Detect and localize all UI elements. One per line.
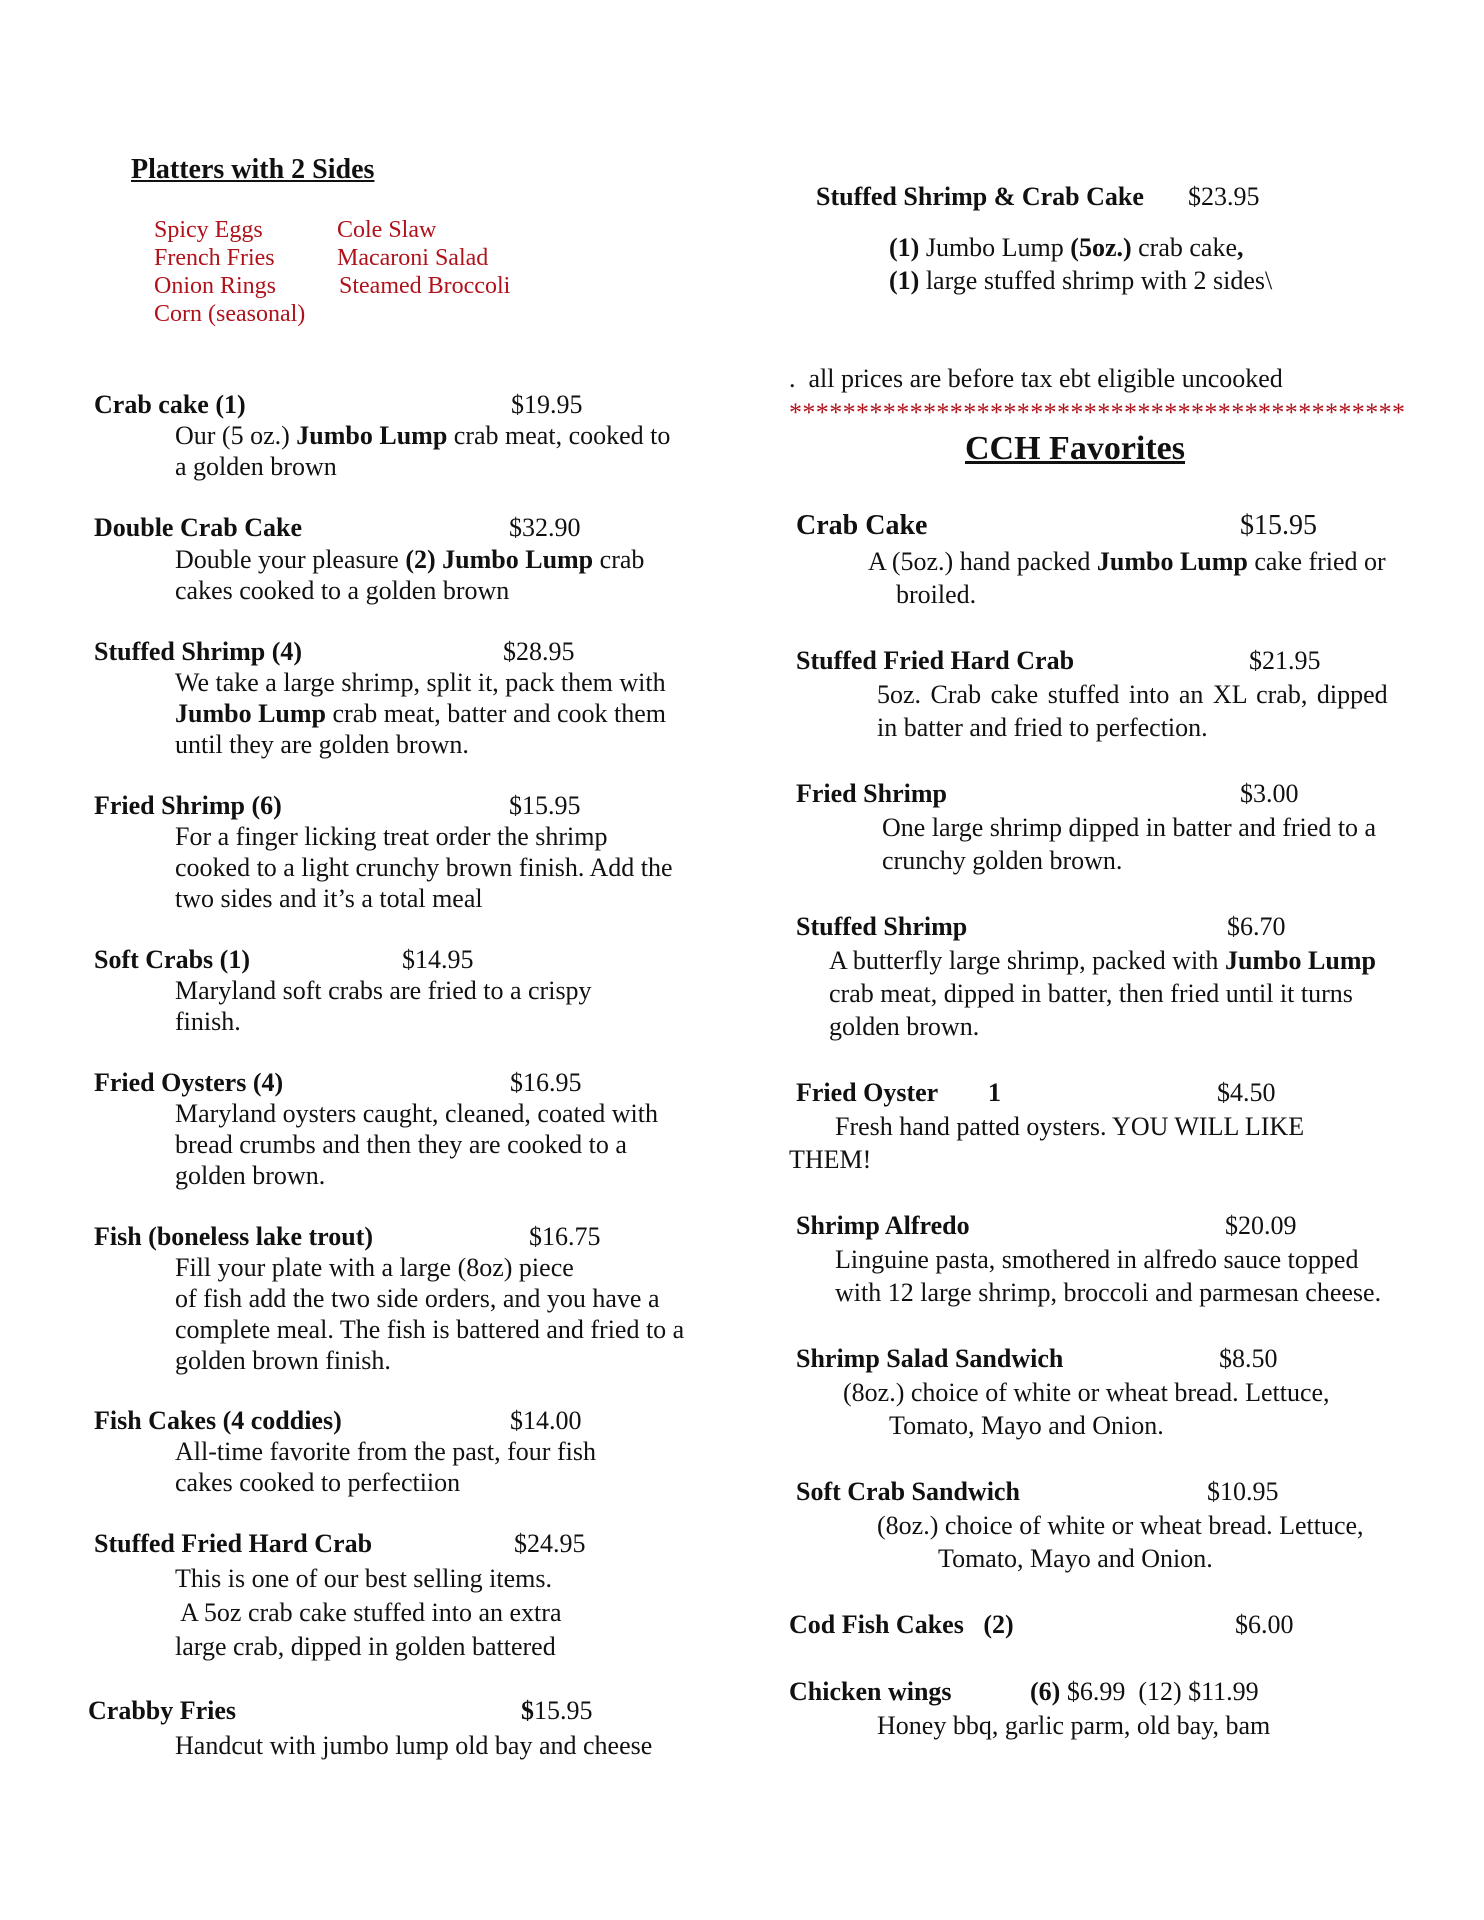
fav-name-crab-cake: Crab Cake	[796, 510, 928, 541]
item-desc-crab-cake: Our (5 oz.) Jumbo Lump crab meat, cooked to	[175, 421, 671, 450]
fav-name-stuffed-fried-hard-crab: Stuffed Fried Hard Crab	[796, 646, 1075, 675]
fav-desc-shrimp-salad-sandwich-2: Tomato, Mayo and Onion.	[889, 1411, 1164, 1440]
fav-desc-soft-crab-sandwich: (8oz.) choice of white or wheat bread. Lettuce,	[877, 1511, 1364, 1540]
star-divider: **********************************************	[789, 398, 1406, 427]
fav-name-cod-fish-cakes: Cod Fish Cakes (2)	[789, 1610, 1014, 1639]
item-price-fried-oysters: $16.95	[510, 1068, 582, 1097]
fav-desc-shrimp-alfredo: Linguine pasta, smothered in alfredo sauce topped	[835, 1245, 1359, 1274]
item-desc-crab-cake-2: a golden brown	[175, 452, 337, 481]
fav-price-fried-oyster: $4.50	[1217, 1078, 1276, 1107]
item-desc-stuffed-fried-hard-crab-2: A 5oz crab cake stuffed into an extra	[175, 1598, 562, 1627]
item-price-fried-shrimp-6: $15.95	[509, 791, 581, 820]
fav-desc-stuffed-shrimp: A butterfly large shrimp, packed with Jumbo Lump	[829, 946, 1376, 975]
item-desc-stuffed-fried-hard-crab: This is one of our best selling items.	[175, 1564, 552, 1593]
fav-name-shrimp-salad-sandwich: Shrimp Salad Sandwich	[796, 1344, 1064, 1373]
fav-price-stuffed-fried-hard-crab: $21.95	[1249, 646, 1321, 675]
item-price-fish-cakes: $14.00	[510, 1406, 582, 1435]
side-macaroni-salad: Macaroni Salad	[337, 245, 489, 271]
item-desc-fish-cakes-2: cakes cooked to perfectiion	[175, 1468, 461, 1497]
item-desc-fried-shrimp-6: For a finger licking treat order the shrimp	[175, 822, 608, 851]
item-name-fried-shrimp-6: Fried Shrimp (6)	[94, 791, 282, 820]
fav-desc-crab-cake-2: broiled.	[896, 580, 977, 609]
fav-price-chicken-wings: (6) $6.99 (12) $11.99	[1030, 1677, 1259, 1706]
side-steamed-broccoli: Steamed Broccoli	[339, 273, 511, 299]
item-desc-fish-lake-trout: Fill your plate with a large (8oz) piece	[175, 1253, 574, 1282]
fav-desc-chicken-wings: Honey bbq, garlic parm, old bay, bam	[877, 1711, 1271, 1740]
fav-price-stuffed-shrimp: $6.70	[1227, 912, 1286, 941]
fav-price-fried-shrimp: $3.00	[1240, 779, 1299, 808]
fav-price-soft-crab-sandwich: $10.95	[1207, 1477, 1279, 1506]
fav-desc-stuffed-fried-hard-crab: 5oz. Crab cake stuffed into an XL crab, dipped	[877, 680, 1388, 709]
fav-price-cod-fish-cakes: $6.00	[1235, 1610, 1294, 1639]
fav-desc-shrimp-salad-sandwich: (8oz.) choice of white or wheat bread. Lettuce,	[843, 1378, 1330, 1407]
item-price-crab-cake: $19.95	[511, 390, 583, 419]
item-desc-stuffed-shrimp-4-2: Jumbo Lump crab meat, batter and cook them	[175, 699, 667, 728]
fav-desc-crab-cake: A (5oz.) hand packed Jumbo Lump cake fried or	[868, 547, 1386, 576]
fav-price-crab-cake: $15.95	[1240, 510, 1317, 541]
fav-desc-stuffed-shrimp-2: crab meat, dipped in batter, then fried until it turns	[829, 979, 1353, 1008]
item-price-fish-lake-trout: $16.75	[529, 1222, 601, 1251]
item-desc-fried-oysters-3: golden brown.	[175, 1161, 326, 1190]
item-name-soft-crabs: Soft Crabs (1)	[94, 945, 250, 974]
item-desc-crabby-fries: Handcut with jumbo lump old bay and cheese	[175, 1731, 653, 1760]
item-desc-soft-crabs-2: finish.	[175, 1007, 241, 1036]
item-name-fish-lake-trout: Fish (boneless lake trout)	[94, 1222, 374, 1251]
item-price-crabby-fries: $15.95	[521, 1696, 593, 1725]
fav-name-fried-oyster: Fried Oyster	[796, 1078, 939, 1107]
item-desc-soft-crabs: Maryland soft crabs are fried to a crispy	[175, 976, 592, 1005]
item-desc-fish-lake-trout-2: of fish add the two side orders, and you have a	[175, 1284, 660, 1313]
side-spicy-eggs: Spicy Eggs	[154, 217, 263, 243]
platters-heading: Platters with 2 Sides	[131, 154, 375, 185]
fav-name-shrimp-alfredo: Shrimp Alfredo	[796, 1211, 970, 1240]
combo-desc-1: (1) Jumbo Lump (5oz.) crab cake,	[889, 233, 1244, 262]
item-desc-fried-oysters-2: bread crumbs and then they are cooked to a	[175, 1130, 627, 1159]
fav-name-stuffed-shrimp: Stuffed Shrimp	[796, 912, 968, 941]
fav-desc-shrimp-alfredo-2: with 12 large shrimp, broccoli and parmesan cheese.	[835, 1278, 1382, 1307]
fav-price-shrimp-alfredo: $20.09	[1225, 1211, 1297, 1240]
item-name-fried-oysters: Fried Oysters (4)	[94, 1068, 284, 1097]
fav-desc-stuffed-shrimp-3: golden brown.	[829, 1012, 980, 1041]
item-desc-double-crab-cake: Double your pleasure (2) Jumbo Lump crab	[175, 545, 645, 574]
side-french-fries: French Fries	[154, 245, 275, 271]
side-cole-slaw: Cole Slaw	[337, 217, 437, 243]
fav-price-shrimp-salad-sandwich: $8.50	[1219, 1344, 1278, 1373]
item-price-double-crab-cake: $32.90	[509, 513, 581, 542]
item-desc-fried-shrimp-6-3: two sides and it’s a total meal	[175, 884, 483, 913]
item-desc-stuffed-fried-hard-crab-3: large crab, dipped in golden battered	[175, 1632, 556, 1661]
item-price-stuffed-shrimp-4: $28.95	[503, 637, 575, 666]
combo-desc-2: (1) large stuffed shrimp with 2 sides\	[889, 266, 1273, 295]
fav-name-chicken-wings: Chicken wings	[789, 1677, 952, 1706]
fav-qty-fried-oyster: 1	[988, 1078, 1001, 1107]
item-desc-fish-lake-trout-4: golden brown finish.	[175, 1346, 391, 1375]
fav-desc-fried-shrimp-2: crunchy golden brown.	[882, 846, 1123, 875]
item-price-soft-crabs: $14.95	[402, 945, 474, 974]
item-price-stuffed-fried-hard-crab: $24.95	[514, 1529, 586, 1558]
item-desc-stuffed-shrimp-4-3: until they are golden brown.	[175, 730, 469, 759]
fav-desc-stuffed-fried-hard-crab-2: in batter and fried to perfection.	[877, 713, 1208, 742]
favorites-heading: CCH Favorites	[965, 430, 1186, 467]
fav-name-fried-shrimp: Fried Shrimp	[796, 779, 947, 808]
fav-desc-fried-oyster-2: THEM!	[789, 1145, 872, 1174]
side-corn: Corn (seasonal)	[154, 301, 306, 327]
item-desc-double-crab-cake-2: cakes cooked to a golden brown	[175, 576, 510, 605]
fav-desc-fried-shrimp: One large shrimp dipped in batter and fried to a	[882, 813, 1377, 842]
item-name-double-crab-cake: Double Crab Cake	[94, 513, 303, 542]
item-name-fish-cakes: Fish Cakes (4 coddies)	[94, 1406, 342, 1435]
price-notice: . all prices are before tax ebt eligible uncooked	[789, 364, 1283, 393]
item-desc-fish-lake-trout-3: complete meal. The fish is battered and fried to a	[175, 1315, 685, 1344]
item-desc-fried-oysters: Maryland oysters caught, cleaned, coated with	[175, 1099, 658, 1128]
fav-desc-fried-oyster: Fresh hand patted oysters. YOU WILL LIKE	[835, 1112, 1305, 1141]
item-name-stuffed-shrimp-4: Stuffed Shrimp (4)	[94, 637, 303, 666]
item-name-crabby-fries: Crabby Fries	[88, 1696, 237, 1725]
combo-name: Stuffed Shrimp & Crab Cake	[816, 182, 1144, 211]
fav-desc-soft-crab-sandwich-2: Tomato, Mayo and Onion.	[938, 1544, 1213, 1573]
side-onion-rings: Onion Rings	[154, 273, 277, 299]
item-name-crab-cake: Crab cake (1)	[94, 390, 246, 419]
item-desc-stuffed-shrimp-4: We take a large shrimp, split it, pack them with	[175, 668, 666, 697]
item-desc-fish-cakes: All-time favorite from the past, four fish	[175, 1437, 596, 1466]
item-name-stuffed-fried-hard-crab: Stuffed Fried Hard Crab	[94, 1529, 373, 1558]
item-desc-fried-shrimp-6-2: cooked to a light crunchy brown finish. Add the	[175, 853, 673, 882]
fav-name-soft-crab-sandwich: Soft Crab Sandwich	[796, 1477, 1020, 1506]
combo-price: $23.95	[1188, 182, 1260, 211]
